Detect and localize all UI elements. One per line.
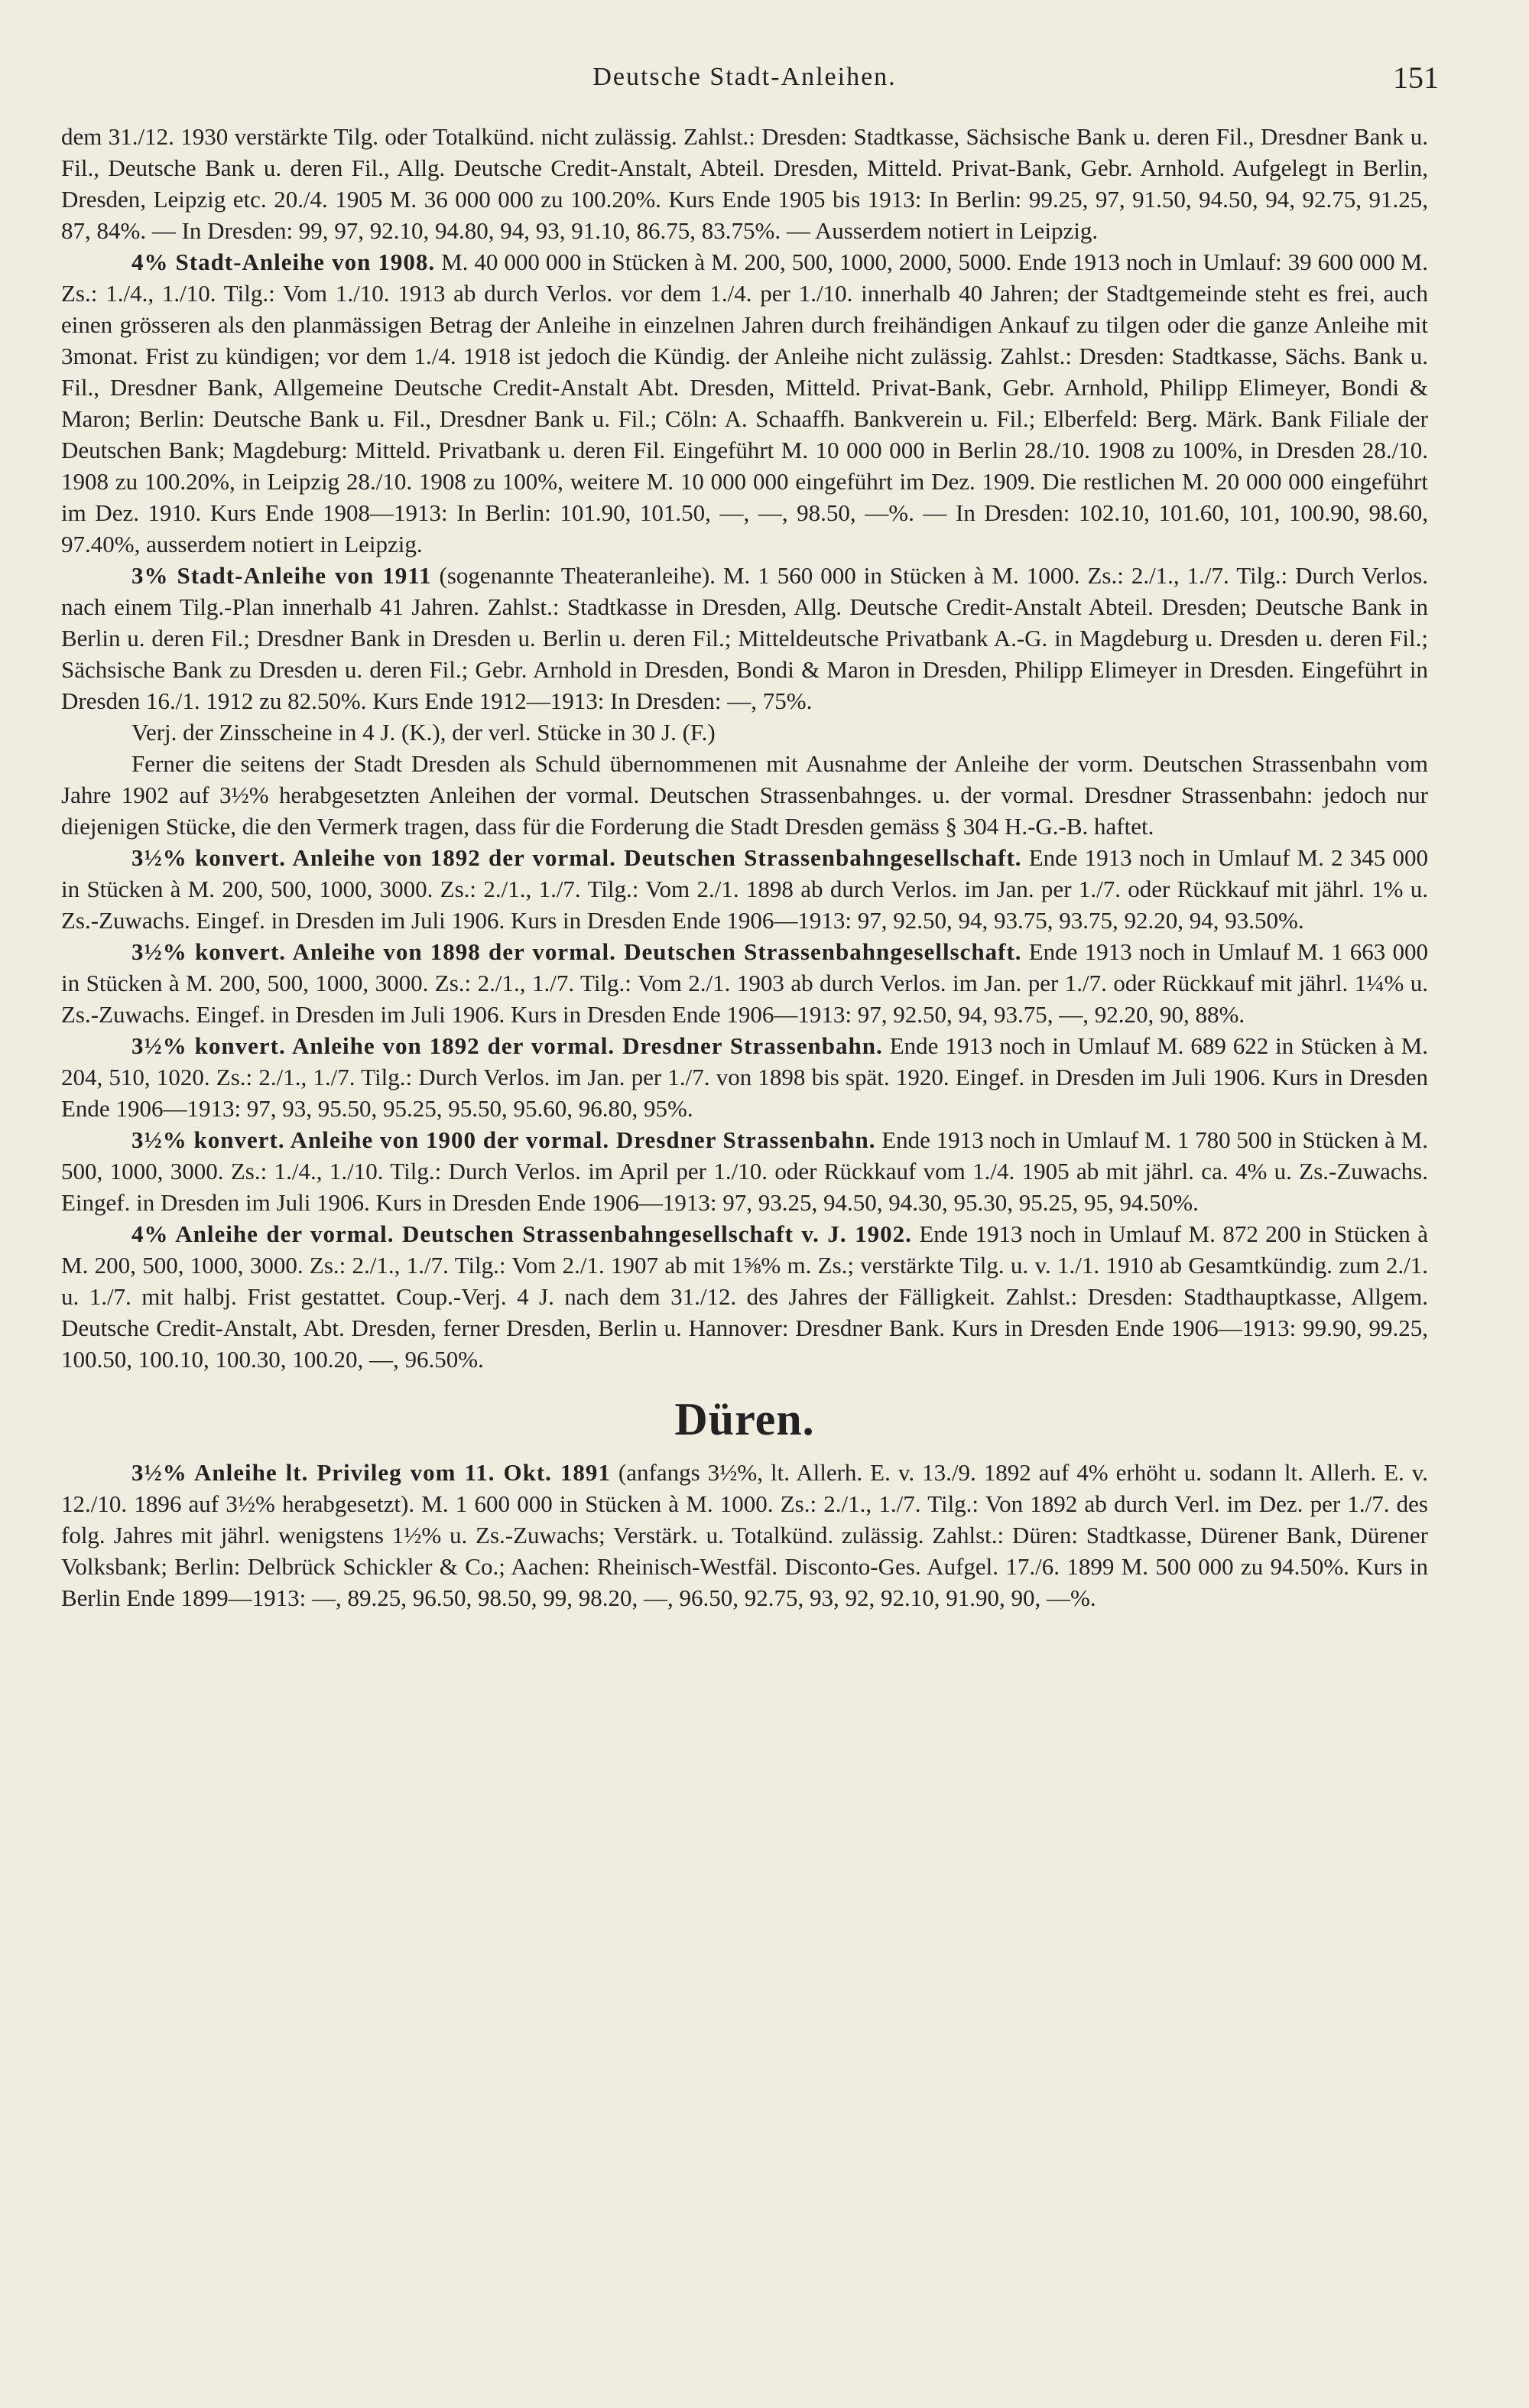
paragraph-text: Ende 1913 noch in Umlauf M. 872 200 in Stücken à M. 200, 500, 1000, 3000. Zs.: 2./1., 1./7. Tilg.: Vom 2./1. 1907 ab mit 1⅝% m. Zs.; verstärkte Tilg. u. v. 1./1. 1910 ab Gesamtkündig. zum 2./1. u. 1./7. mit halbj. Frist gestattet. Coup.-Verj. 4 J. nach dem 31./12. des Jahres der Fälligkeit. Zahlst.: Dresden: Stadthauptkasse, Allgem. Deutsche Credit-Anstalt, Abt. Dresden, ferner Dresden, Berlin u. Hannover: Dresdner Bank. Kurs in Dresden Ende 1906—1913: 99.90, 99.25, 100.50, 100.10, 100.30, 100.20, —, 96.50%.	[61, 1220, 1428, 1373]
loan-heading: 3½% Anleihe lt. Privileg vom 11. Okt. 1891	[131, 1459, 611, 1486]
paragraph	[61, 560, 1428, 717]
loan-heading: 3½% konvert. Anleihe von 1892 der vormal. Dresdner Strassenbahn.	[131, 1032, 883, 1059]
paragraph-text: Verj. der Zinsscheine in 4 J. (K.), der verl. Stücke in 30 J. (F.)	[131, 719, 716, 746]
running-head-title: Deutsche Stadt-Anleihen.	[592, 63, 897, 91]
paragraph	[61, 842, 1428, 936]
paragraph	[61, 1124, 1428, 1218]
loan-heading: 3½% konvert. Anleihe von 1900 der vormal. Dresdner Strassenbahn.	[131, 1126, 876, 1153]
running-header	[61, 46, 1439, 115]
paragraph	[61, 936, 1428, 1030]
paragraph-text: Ende 1913 noch in Umlauf M. 689 622 in Stücken à M. 204, 510, 1020. Zs.: 2./1., 1./7. Tilg.: Durch Verlos. im Jan. per 1./7. von 1898 bis spät. 1920. Eingef. in Dresden im Juli 1906. Kurs in Dresden Ende 1906—1913: 97, 93, 95.50, 95.25, 95.50, 95.60, 96.80, 95%.	[61, 1032, 1428, 1122]
paragraph-text: Ende 1913 noch in Umlauf M. 1 780 500 in Stücken à M. 500, 1000, 3000. Zs.: 1./4., 1./10. Tilg.: Durch Verlos. im April per 1./10. oder Rückkauf vom 1./4. 1905 ab mit jährl. ca. 4% u. Zs.-Zuwachs. Eingef. in Dresden im Juli 1906. Kurs in Dresden Ende 1906—1913: 97, 93.25, 94.50, 94.30, 95.30, 95.25, 95, 94.50%.	[61, 1126, 1428, 1216]
paragraph-text: (anfangs 3½%, lt. Allerh. E. v. 13./9. 1892 auf 4% erhöht u. sodann lt. Allerh. E. v. 12./10. 1896 auf 3½% herabgesetzt). M. 1 600 000 in Stücken à M. 1000. Zs.: 2./1., 1./7. Tilg.: Von 1892 ab durch Verl. im Dez. per 1./7. des folg. Jahres mit jährl. wenigstens 1½% u. Zs.-Zuwachs; Verstärk. u. Totalkünd. zulässig. Zahlst.: Düren: Stadtkasse, Dürener Bank, Dürener Volksbank; Berlin: Delbrück Schickler & Co.; Aachen: Rheinisch-Westfäl. Disconto-Ges. Aufgel. 17./6. 1899 M. 500 000 zu 94.50%. Kurs in Berlin Ende 1899—1913: —, 89.25, 96.50, 98.50, 99, 98.20, —, 96.50, 92.75, 93, 92, 92.10, 91.90, 90, —%.	[61, 1459, 1429, 1611]
page-number: 151	[1393, 60, 1439, 95]
paragraph	[61, 1218, 1428, 1375]
paragraph-text: (sogenannte Theateranleihe). M. 1 560 000 in Stücken à M. 1000. Zs.: 2./1., 1./7. Tilg.: Durch Verlos. nach einem Tilg.-Plan innerhalb 41 Jahren. Zahlst.: Stadtkasse in Dresden, Allg. Deutsche Credit-Anstalt Abteil. Dresden; Deutsche Bank in Berlin u. deren Fil.; Dresdner Bank in Dresden u. Berlin u. deren Fil.; Mitteldeutsche Privatbank A.-G. in Magdeburg u. Dresden u. deren Fil.; Sächsische Bank zu Dresden u. deren Fil.; Gebr. Arnhold in Dresden, Bondi & Maron in Dresden, Philipp Elimeyer in Dresden. Eingeführt in Dresden 16./1. 1912 zu 82.50%. Kurs Ende 1912—1913: In Dresden: —, 75%.	[61, 562, 1428, 714]
loan-heading: 3% Stadt-Anleihe von 1911	[131, 562, 432, 589]
paragraph-text: Ferner die seitens der Stadt Dresden als Schuld übernommenen mit Ausnahme der Anleihe der vorm. Deutschen Strassenbahn vom Jahre 1902 auf 3½% herabgesetzten Anleihen der vormal. Deutschen Strassenbahnges. u. der vormal. Dresdner Strassenbahn: jedoch nur diejenigen Stücke, die den Vermerk tragen, dass für die Forderung die Stadt Dresden gemäss § 304 H.-G.-B. haftet.	[61, 750, 1428, 840]
loan-heading: 3½% konvert. Anleihe von 1892 der vormal. Deutschen Strassenbahngesellschaft.	[131, 844, 1022, 871]
paragraph	[61, 717, 1428, 748]
paragraph	[61, 748, 1428, 842]
main-text	[61, 121, 1428, 1613]
paragraph-text: M. 40 000 000 in Stücken à M. 200, 500, 1000, 2000, 5000. Ende 1913 noch in Umlauf: 39 600 000 M. Zs.: 1./4., 1./10. Tilg.: Vom 1./10. 1913 ab durch Verlos. vor dem 1./4. per 1./10. innerhalb 40 Jahren; der Stadtgemeinde steht es frei, auch einen grösseren als den planmässigen Betrag der Anleihe in einzelnen Jahren durch freihändigen Ankauf zu tilgen oder die ganze Anleihe mit 3monat. Frist zu kündigen; vor dem 1./4. 1918 ist jedoch die Kündig. der Anleihe nicht zulässig. Zahlst.: Dresden: Stadtkasse, Sächs. Bank u. Fil., Dresdner Bank, Allgemeine Deutsche Credit-Anstalt Abt. Dresden, Mitteld. Privat-Bank, Gebr. Arnhold, Philipp Elimeyer, Bondi & Maron; Berlin: Deutsche Bank u. Fil., Dresdner Bank u. Fil.; Cöln: A. Schaaffh. Bankverein u. Fil.; Elberfeld: Berg. Märk. Bank Filiale der Deutschen Bank; Magdeburg: Mitteld. Privatbank u. deren Fil. Eingeführt M. 10 000 000 in Berlin 28./10. 1908 zu 100%, in Dresden 28./10. 1908 zu 100.20%, in Leipzig 28./10. 1908 zu 100%, weitere M. 10 000 000 eingeführt im Dez. 1909. Die restlichen M. 20 000 000 eingeführt im Dez. 1910. Kurs Ende 1908—1913: In Berlin: 101.90, 101.50, —, —, 98.50, —%. — In Dresden: 102.10, 101.60, 101, 100.90, 98.60, 97.40%, ausserdem notiert in Leipzig.	[61, 249, 1428, 557]
loan-heading: 4% Stadt-Anleihe von 1908.	[131, 249, 436, 275]
paragraph-text: Ende 1913 noch in Umlauf M. 1 663 000 in Stücken à M. 200, 500, 1000, 3000. Zs.: 2./1., 1./7. Tilg.: Vom 2./1. 1903 ab durch Verlos. im Jan. per 1./7. oder Rückkauf mit jährl. 1¼% u. Zs.-Zuwachs. Eingef. in Dresden im Juli 1906. Kurs in Dresden Ende 1906—1913: 97, 92.50, 94, 93.75, —, 92.20, 90, 88%.	[61, 938, 1429, 1028]
paragraph	[61, 246, 1428, 560]
paragraph	[61, 1030, 1428, 1124]
section-title-dueren: Düren.	[674, 1394, 815, 1444]
loan-heading: 3½% konvert. Anleihe von 1898 der vormal. Deutschen Strassenbahngesellschaft.	[131, 938, 1022, 965]
loan-heading: 4% Anleihe der vormal. Deutschen Strassenbahngesellschaft v. J. 1902.	[131, 1220, 912, 1247]
paragraph-text: Ende 1913 noch in Umlauf M. 2 345 000 in Stücken à M. 200, 500, 1000, 3000. Zs.: 2./1., 1./7. Tilg.: Vom 2./1. 1898 ab durch Verlos. im Jan. per 1./7. oder Rückkauf mit jährl. 1% u. Zs.-Zuwachs. Eingef. in Dresden im Juli 1906. Kurs in Dresden Ende 1906—1913: 97, 92.50, 94, 93.75, 93.75, 92.20, 94, 93.50%.	[61, 844, 1429, 934]
paragraph	[61, 121, 1428, 246]
paragraph-text: dem 31./12. 1930 verstärkte Tilg. oder Totalkünd. nicht zulässig. Zahlst.: Dresden: Stadtkasse, Sächsische Bank u. deren Fil., Dresdner Bank u. Fil., Deutsche Bank u. deren Fil., Allg. Deutsche Credit-Anstalt, Abteil. Dresden, Mitteld. Privat-Bank, Gebr. Arnhold. Aufgelegt in Berlin, Dresden, Leipzig etc. 20./4. 1905 M. 36 000 000 zu 100.20%. Kurs Ende 1905 bis 1913: In Berlin: 99.25, 97, 91.50, 94.50, 94, 92.75, 91.25, 87, 84%. — In Dresden: 99, 97, 92.10, 94.80, 94, 93, 91.10, 86.75, 83.75%. — Ausserdem notiert in Leipzig.	[61, 123, 1428, 244]
paragraph	[61, 1457, 1428, 1613]
